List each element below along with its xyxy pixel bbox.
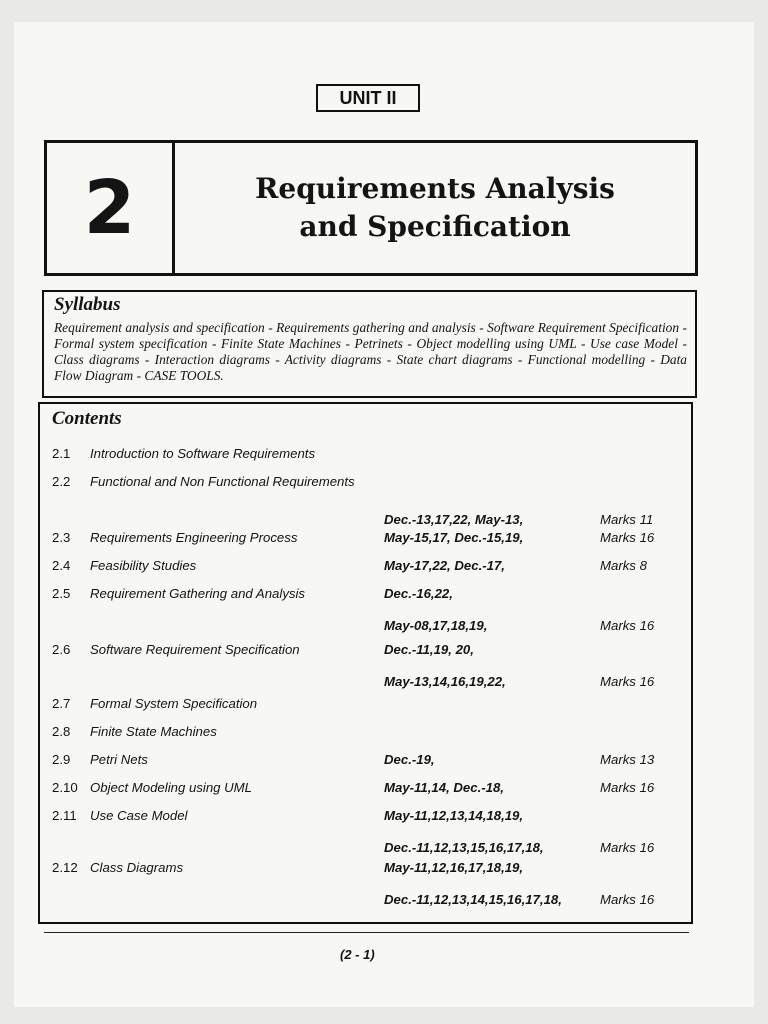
section-number: 2.11	[52, 808, 77, 823]
exam-dates: May-17,22, Dec.-17,	[384, 558, 505, 573]
contents-row	[40, 892, 691, 912]
exam-dates: Dec.-19,	[384, 752, 435, 767]
section-title: Software Requirement Specification	[90, 642, 300, 657]
exam-dates: Dec.-16,22,	[384, 586, 453, 601]
footer-rule	[44, 932, 689, 933]
exam-dates: May-11,12,13,14,18,19,	[384, 808, 524, 823]
section-title: Feasibility Studies	[90, 558, 197, 573]
section-title: Introduction to Software Requirements	[90, 446, 316, 461]
section-title: Requirements Engineering Process	[90, 530, 298, 545]
section-title: Petri Nets	[90, 752, 148, 767]
exam-dates: Dec.-11,12,13,15,16,17,18,	[384, 840, 544, 855]
chapter-header	[44, 140, 698, 276]
exam-dates: May-11,14, Dec.-18,	[384, 780, 504, 795]
section-number: 2.12	[52, 860, 78, 875]
contents-row	[40, 530, 691, 550]
marks-value: Marks 16	[600, 780, 655, 795]
section-number: 2.10	[52, 780, 78, 795]
chapter-title	[175, 143, 695, 273]
chapter-number: 2	[47, 143, 175, 273]
contents-row	[40, 752, 691, 772]
contents-box	[38, 402, 693, 924]
marks-value: Marks 16	[600, 618, 655, 633]
page-number: (2 - 1)	[340, 947, 375, 962]
marks-value: Marks 8	[600, 558, 647, 573]
section-number: 2.9	[52, 752, 71, 767]
section-title: Object Modeling using UML	[90, 780, 252, 795]
section-number: 2.7	[52, 696, 71, 711]
contents-row	[40, 860, 691, 880]
exam-dates: Dec.-13,17,22, May-13,	[384, 512, 524, 527]
section-title: Functional and Non Functional Requirements	[90, 474, 355, 489]
contents-heading: Contents	[52, 408, 122, 429]
marks-value: Marks 11	[600, 512, 654, 527]
exam-dates: May-08,17,18,19,	[384, 618, 488, 633]
exam-dates: Dec.-11,12,13,14,15,16,17,18,	[384, 892, 562, 907]
marks-value: Marks 16	[600, 530, 655, 545]
section-number: 2.8	[52, 724, 71, 739]
exam-dates: May-13,14,16,19,22,	[384, 674, 506, 689]
contents-row	[40, 558, 691, 578]
section-title: Requirement Gathering and Analysis	[90, 586, 306, 601]
contents-row	[40, 618, 691, 638]
contents-row	[40, 674, 691, 694]
section-number: 2.4	[52, 558, 71, 573]
contents-row	[40, 696, 691, 716]
section-title: Class Diagrams	[90, 860, 184, 875]
exam-dates: May-15,17, Dec.-15,19,	[384, 530, 524, 545]
chapter-title-line2: and Specification	[299, 210, 571, 243]
contents-row	[40, 446, 691, 466]
marks-value: Marks 16	[600, 840, 655, 855]
chapter-title-line1: Requirements Analysis	[255, 172, 615, 205]
section-title: Finite State Machines	[90, 724, 217, 739]
marks-value: Marks 16	[600, 674, 655, 689]
section-number: 2.1	[52, 446, 71, 461]
section-number: 2.6	[52, 642, 71, 657]
exam-dates: Dec.-11,19, 20,	[384, 642, 474, 657]
contents-row	[40, 808, 691, 828]
contents-row	[40, 642, 691, 662]
syllabus-text: Requirement analysis and specification - Requirements gathering and analysis - Software Requirement Specification - Formal system specification - Finite State Machines - Petrinets - Object modelling using UML - Use case Model - Class diagrams - Interaction diagrams - Activity diagrams - State chart diagrams - Functional modelling - Data Flow Diagram - CASE TOOLS.	[54, 320, 687, 383]
contents-row	[40, 586, 691, 606]
contents-row	[40, 512, 691, 532]
contents-row	[40, 474, 691, 494]
syllabus-box	[42, 290, 697, 398]
section-title: Formal System Specification	[90, 696, 258, 711]
section-number: 2.3	[52, 530, 71, 545]
section-number: 2.2	[52, 474, 71, 489]
exam-dates: May-11,12,16,17,18,19,	[384, 860, 524, 875]
section-title: Use Case Model	[90, 808, 188, 823]
marks-value: Marks 16	[600, 892, 655, 907]
contents-row	[40, 780, 691, 800]
section-number: 2.5	[52, 586, 71, 601]
marks-value: Marks 13	[600, 752, 655, 767]
unit-label: UNIT II	[316, 84, 420, 112]
contents-row	[40, 840, 691, 860]
syllabus-heading: Syllabus	[54, 294, 121, 315]
contents-row	[40, 724, 691, 744]
